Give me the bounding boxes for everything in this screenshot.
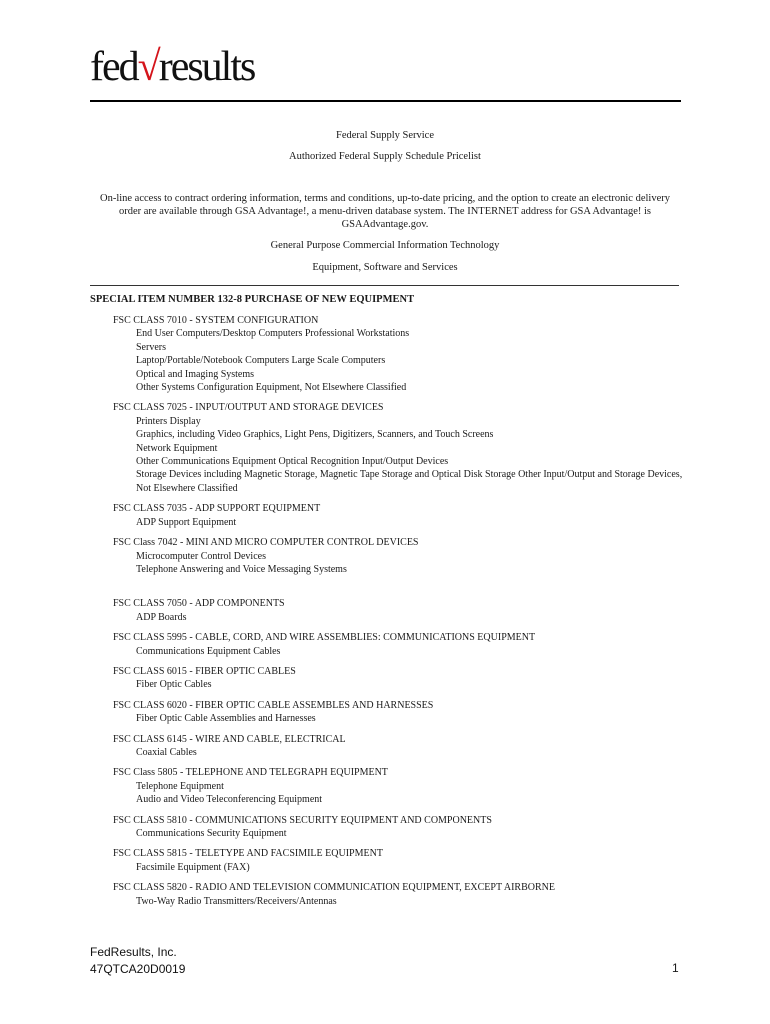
fsc-class-title: FSC CLASS 6020 - FIBER OPTIC CABLE ASSEMBLES AND HARNESSES	[113, 699, 434, 711]
intro-line-1: Federal Supply Service	[336, 130, 434, 141]
intro-line-3: General Purpose Commercial Information Technology	[270, 240, 500, 251]
fsc-class-title: FSC CLASS 7035 - ADP SUPPORT EQUIPMENT	[113, 503, 321, 515]
fsc-class-title: FSC CLASS 7025 - INPUT/OUTPUT AND STORAGE DEVICES	[113, 402, 384, 414]
fsc-class-item: Network Equipment	[136, 442, 218, 454]
fsc-class-group	[113, 766, 683, 806]
fedresults-logo	[90, 44, 254, 90]
fsc-class-group	[113, 847, 683, 874]
fsc-class-title: FSC CLASS 7050 - ADP COMPONENTS	[113, 598, 285, 610]
fsc-class-item: Other Systems Configuration Equipment, Not Elsewhere Classified	[136, 382, 407, 394]
logo-text-right: results	[158, 44, 255, 90]
fsc-class-item: Telephone Answering and Voice Messaging Systems	[136, 563, 347, 575]
fsc-class-group	[113, 881, 683, 908]
footer-company: FedResults, Inc.	[90, 945, 177, 959]
fsc-class-group	[113, 314, 683, 394]
intro-line-2: Authorized Federal Supply Schedule Pricelist	[289, 151, 481, 162]
fsc-class-group	[113, 502, 683, 529]
fsc-class-item: Printers Display	[136, 415, 201, 427]
fsc-class-title: FSC Class 7042 - MINI AND MICRO COMPUTER CONTROL DEVICES	[113, 537, 419, 549]
logo-text-left: fed	[90, 44, 138, 90]
fsc-class-item: ADP Support Equipment	[136, 516, 237, 528]
fsc-class-item: Telephone Equipment	[136, 780, 224, 792]
fsc-class-title: FSC CLASS 5815 - TELETYPE AND FACSIMILE EQUIPMENT	[113, 848, 383, 860]
fsc-class-title: FSC CLASS 5995 - CABLE, CORD, AND WIRE ASSEMBLIES: COMMUNICATIONS EQUIPMENT	[113, 632, 536, 644]
fsc-class-group	[113, 536, 683, 576]
fsc-class-title: FSC Class 5805 - TELEPHONE AND TELEGRAPH EQUIPMENT	[113, 767, 388, 779]
fsc-class-title: FSC CLASS 6015 - FIBER OPTIC CABLES	[113, 665, 296, 677]
header-rule	[90, 100, 681, 102]
fsc-class-item: Optical and Imaging Systems	[136, 368, 255, 380]
fsc-class-item: Other Communications Equipment Optical Recognition Input/Output Devices	[136, 456, 449, 468]
fsc-class-title: FSC CLASS 6145 - WIRE AND CABLE, ELECTRICAL	[113, 733, 346, 745]
fsc-class-item: Communications Security Equipment	[136, 828, 287, 839]
fsc-class-item: Servers	[136, 341, 166, 353]
special-item-heading: SPECIAL ITEM NUMBER 132-8 PURCHASE OF NEW EQUIPMENT	[90, 294, 415, 305]
fsc-class-item: Fiber Optic Cables	[136, 679, 212, 691]
fsc-class-item: Storage Devices including Magnetic Storage, Magnetic Tape Storage and Optical Disk Storage Other Input/Output and Storage Devices, Not Elsewhere Classified	[136, 469, 683, 494]
fsc-class-group	[113, 814, 683, 841]
fsc-class-item: Coaxial Cables	[136, 746, 197, 758]
fsc-class-group	[113, 699, 683, 726]
fsc-class-title: FSC CLASS 5820 - RADIO AND TELEVISION COMMUNICATION EQUIPMENT, EXCEPT AIRBORNE	[113, 882, 555, 894]
fsc-class-group	[113, 665, 683, 692]
intro-line-4: Equipment, Software and Services	[312, 262, 458, 273]
fsc-class-list	[113, 314, 683, 915]
footer-contract: 47QTCA20D0019	[90, 962, 186, 976]
fsc-class-title: FSC CLASS 7010 - SYSTEM CONFIGURATION	[113, 315, 319, 326]
fsc-class-item: Laptop/Portable/Notebook Computers Large Scale Computers	[136, 355, 386, 367]
fsc-class-group	[113, 733, 683, 760]
fsc-class-group	[113, 597, 683, 624]
fsc-class-item: Two-Way Radio Transmitters/Receivers/Antennas	[136, 895, 337, 907]
fsc-class-item: Audio and Video Teleconferencing Equipment	[136, 794, 323, 806]
fsc-class-item: Graphics, including Video Graphics, Light Pens, Digitizers, Scanners, and Touch Screens	[136, 429, 494, 441]
logo-checkmark: √	[137, 44, 159, 90]
intro-paragraph: On-line access to contract ordering information, terms and conditions, up-to-date pricing, and the option to create an electronic delivery order are available through GSA Advantage!, a menu-driven database system. The INTERNET address for GSA Advantage! is GSAAdvantage.gov.	[99, 193, 670, 230]
fsc-class-item: Facsimile Equipment (FAX)	[136, 861, 250, 873]
fsc-class-item: Communications Equipment Cables	[136, 645, 281, 657]
section-rule	[90, 285, 679, 286]
fsc-class-group	[113, 631, 683, 658]
fsc-class-item: ADP Boards	[136, 611, 187, 623]
fsc-class-item: End User Computers/Desktop Computers Professional Workstations	[136, 328, 410, 340]
fsc-class-item: Microcomputer Control Devices	[136, 550, 266, 562]
fsc-class-title: FSC CLASS 5810 - COMMUNICATIONS SECURITY EQUIPMENT AND COMPONENTS	[113, 814, 492, 826]
fsc-class-item: Fiber Optic Cable Assemblies and Harnesses	[136, 713, 316, 725]
page-number: 1	[672, 961, 679, 975]
fsc-class-group	[113, 401, 683, 495]
